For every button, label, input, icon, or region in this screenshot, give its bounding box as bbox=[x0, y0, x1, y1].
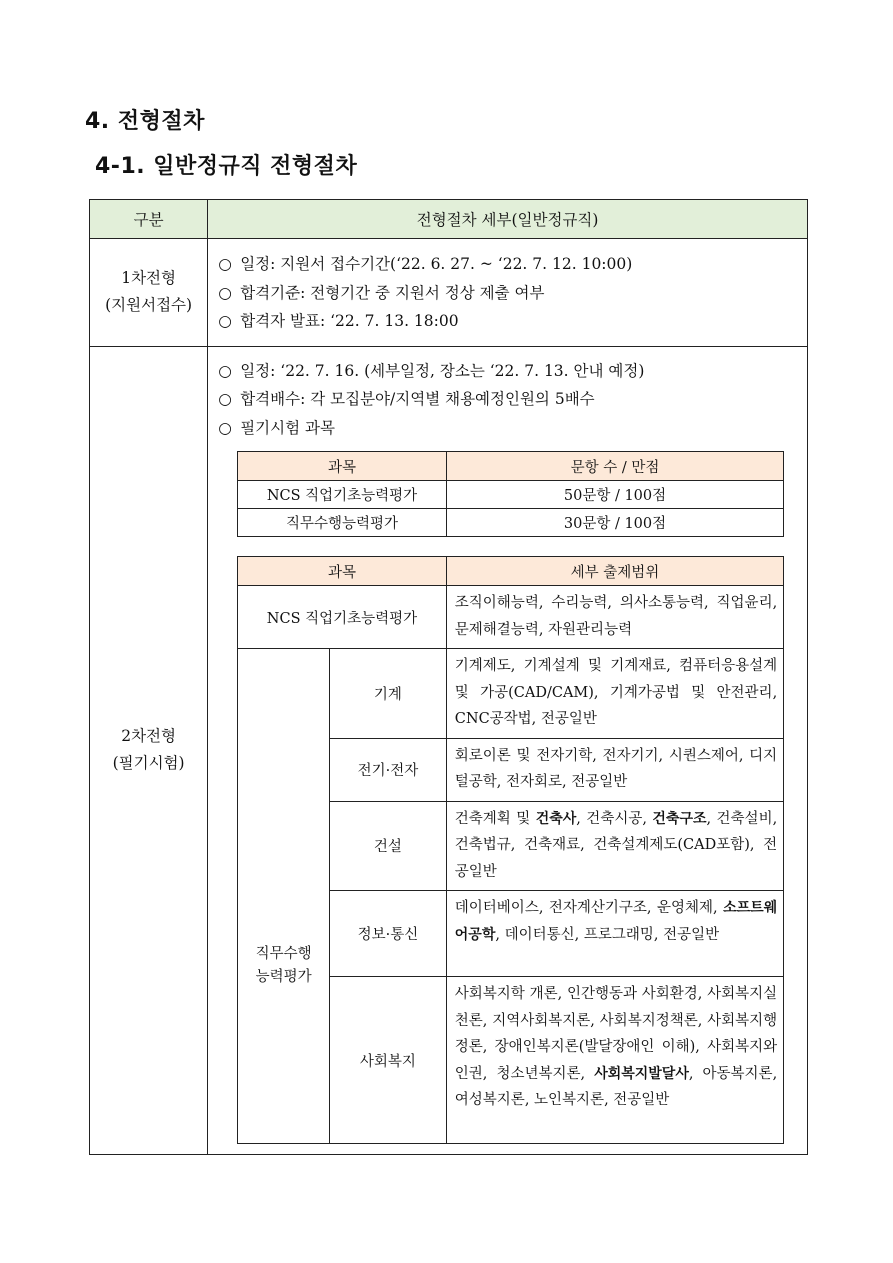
job-subject-line: 능력평가 bbox=[255, 969, 312, 985]
stage2-bullet: ○ 필기시험 과목 bbox=[218, 418, 335, 437]
stage1-subtitle: (지원서접수) bbox=[105, 296, 193, 315]
stage1-bullet: ○ 일정: 지원서 접수기간(‘22. 6. 27. ~ ‘22. 7. 12. 10:00) bbox=[218, 255, 633, 273]
subsection-heading: 4-1. 일반정규직 전형절차 bbox=[95, 154, 358, 179]
table-row bbox=[238, 586, 784, 649]
table-header-row bbox=[90, 200, 808, 239]
scope-table bbox=[237, 556, 784, 1144]
stage2-title: 2차전형 bbox=[121, 727, 176, 746]
field-social-welfare-scope: 사회복지학 개론, 인간행동과 사회환경, 사회복지실천론, 지역사회복지론, 사회복지정책론, 사회복지행정론, 장애인복지론(발달장애인 이해), 사회복지와 인권, 청소년복지론, 사회복지발달사, 아동복지론, 여성복지론, 노인복지론, 전공일반 bbox=[446, 977, 783, 1144]
score-header-count: 문항 수 / 만점 bbox=[446, 452, 783, 481]
score-header-subject: 과목 bbox=[238, 452, 447, 481]
stage2-subtitle: (필기시험) bbox=[112, 754, 185, 773]
stage2-bullet: ○ 일정: ‘22. 7. 16. (세부일정, 장소는 ‘22. 7. 13. 안내 예정) bbox=[218, 361, 645, 380]
score-cell: 30문항 / 100점 bbox=[446, 509, 783, 537]
table-row bbox=[238, 509, 784, 537]
stage2-row bbox=[90, 346, 808, 1155]
field-electrical: 전기·전자 bbox=[330, 738, 447, 801]
stage2-details bbox=[208, 346, 808, 1155]
stage2-label bbox=[90, 346, 208, 1155]
stage1-label bbox=[90, 239, 208, 347]
ncs-scope: 조직이해능력, 수리능력, 의사소통능력, 직업윤리, 문제해결능력, 자원관리능력 bbox=[446, 586, 783, 649]
stage2-bullet: ○ 합격배수: 각 모집분야/지역별 채용예정인원의 5배수 bbox=[218, 390, 595, 408]
field-social-welfare: 사회복지 bbox=[330, 977, 447, 1144]
job-subject bbox=[238, 649, 330, 1144]
scope-header-subject: 과목 bbox=[238, 557, 447, 586]
field-ict-scope: 데이터베이스, 전자계산기구조, 운영체제, 소프트웨어공학, 데이터통신, 프로그래밍, 전공일반 bbox=[446, 891, 783, 977]
section-heading: 4. 전형절차 bbox=[85, 109, 205, 134]
field-mechanical: 기계 bbox=[330, 649, 447, 739]
score-cell: NCS 직업기초능력평가 bbox=[238, 481, 447, 509]
col-header-detail: 전형절차 세부(일반정규직) bbox=[208, 200, 808, 239]
field-electrical-scope: 회로이론 및 전자기학, 전자기기, 시퀀스제어, 디지털공학, 전자회로, 전공일반 bbox=[446, 738, 783, 801]
field-construction: 건설 bbox=[330, 801, 447, 891]
score-cell: 직무수행능력평가 bbox=[238, 509, 447, 537]
col-header-category: 구분 bbox=[90, 200, 208, 239]
score-table bbox=[237, 451, 784, 537]
field-construction-scope: 건축계획 및 건축사, 건축시공, 건축구조, 건축설비, 건축법규, 건축재료, 건축설계제도(CAD포함), 전공일반 bbox=[446, 801, 783, 891]
table-row bbox=[238, 481, 784, 509]
stage1-details bbox=[208, 239, 808, 347]
stage1-title: 1차전형 bbox=[121, 269, 176, 288]
job-subject-line: 직무수행 bbox=[255, 946, 312, 962]
stage1-row bbox=[90, 239, 808, 347]
field-ict: 정보·통신 bbox=[330, 891, 447, 977]
stage1-bullet: ○ 합격기준: 전형기간 중 지원서 정상 제출 여부 bbox=[218, 283, 545, 302]
field-mechanical-scope: 기계제도, 기계설계 및 기계재료, 컴퓨터응용설계 및 가공(CAD/CAM), 기계가공법 및 안전관리, CNC공작법, 전공일반 bbox=[446, 649, 783, 739]
scope-header-row bbox=[238, 557, 784, 586]
score-header-row bbox=[238, 452, 784, 481]
procedure-table bbox=[89, 199, 808, 1155]
stage1-bullet: ○ 합격자 발표: ‘22. 7. 13. 18:00 bbox=[218, 312, 459, 330]
scope-header-range: 세부 출제범위 bbox=[446, 557, 783, 586]
table-row bbox=[238, 649, 784, 739]
score-cell: 50문항 / 100점 bbox=[446, 481, 783, 509]
ncs-subject: NCS 직업기초능력평가 bbox=[238, 586, 447, 649]
